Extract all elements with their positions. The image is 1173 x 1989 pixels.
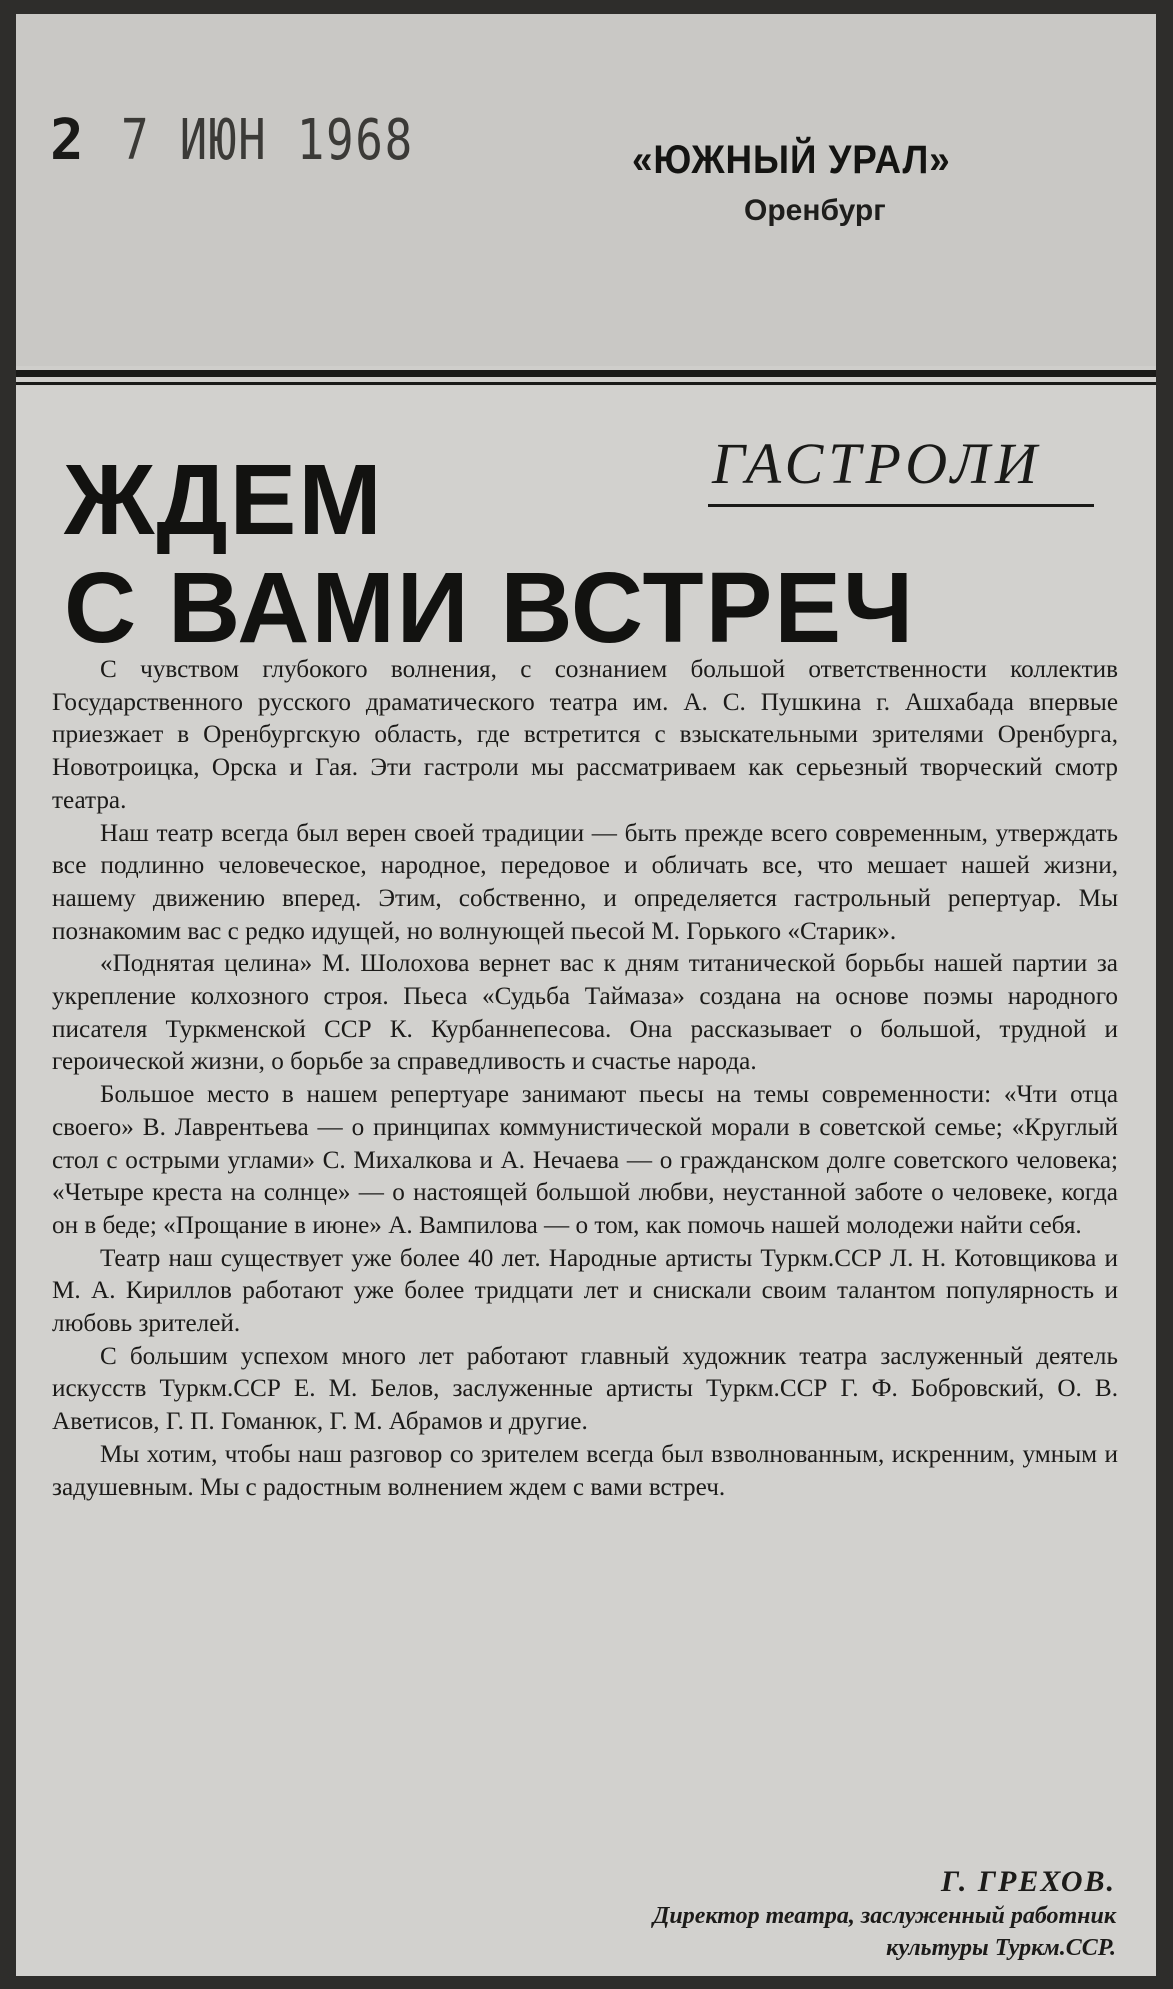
date-stamp-date: 7 ИЮН 1968 <box>121 108 415 173</box>
newspaper-city: Оренбург <box>744 194 886 227</box>
author-role-line-1: Директор театра, заслуженный работник <box>652 1903 1116 1929</box>
divider-rule <box>16 370 1156 377</box>
paragraph: «Поднятая целина» М. Шолохова вернет вас к дням титанической борьбы нашей партии за укрепление колхозного строя. Пьеса «Судьба Таймаза» создана на основе поэмы народного писателя Туркменской ССР К. Курбаннепесова. Она рассказывает о большой, трудной и героической жизни, о борьбе за справедливость и счастье народа. <box>52 950 1118 1076</box>
article-body <box>52 654 1118 1504</box>
paragraph: Театр наш существует уже более 40 лет. Народные артисты Туркм.ССР Л. Н. Котовщикова и М. А. Кириллов работают уже более тридцати лет и снискали своим талантом популярность и любовь зрителей. <box>52 1244 1118 1338</box>
paragraph: Большое место в нашем репертуаре занимают пьесы на темы современности: «Чти отца своего» В. Лаврентьева — о принципах коммунистической морали в советской семье; «Круглый стол с острыми углами» С. Михалкова и А. Нечаева — о гражданском долге советского человека; «Четыре креста на солнце» — о настоящей большой любви, неустанной заботе о человеке, когда он в беде; «Прощание в июне» А. Вампилова — о том, как помочь нашей молодежи найти себя. <box>52 1081 1118 1239</box>
paragraph: Мы хотим, чтобы наш разговор со зрителем всегда был взволнованным, искренним, умным и задушевным. Мы с радостным волнением ждем с вами встреч. <box>52 1440 1118 1501</box>
headline-line-2: С ВАМИ ВСТРЕЧ <box>64 552 916 664</box>
paragraph: С чувством глубокого волнения, с сознанием большой ответственности коллектив Государственного русского драматического театра им. А. С. Пушкина г. Ашхабада впервые приезжает в Оренбургскую область, где встретится с взыскательными зрителями Оренбурга, Новотроицка, Орска и Гая. Эти гастроли мы рассматриваем как серьезный творческий смотр театра. <box>52 656 1118 814</box>
date-stamp-day: 2 <box>50 108 86 173</box>
date-stamp <box>50 108 479 173</box>
headline-line-1: ЖДЕМ <box>64 444 384 556</box>
newspaper-name: «ЮЖНЫЙ УРАЛ» <box>632 138 951 182</box>
rubric-label: ГАСТРОЛИ <box>712 431 1042 496</box>
newspaper-clipping-card <box>16 14 1156 1976</box>
paragraph: Наш театр всегда был верен своей традиции — быть прежде всего современным, утверждать все подлинно человеческое, народное, передовое и обличать все, что мешает нашей жизни, нашему движению вперед. Этим, собственно, и определяется гастрольный репертуар. Мы познакомим вас с редко идущей, но волнующей пьесой М. Горького «Старик». <box>52 819 1118 945</box>
author-role-line-2: культуры Туркм.ССР. <box>886 1935 1116 1961</box>
rubric-underline <box>708 504 1094 507</box>
divider-rule-thin <box>16 382 1156 385</box>
author-name: Г. ГРЕХОВ. <box>941 1865 1116 1898</box>
signature-block <box>653 1864 1116 1964</box>
paragraph: С большим успехом много лет работают главный художник театра заслуженный деятель искусств Туркм.ССР Е. М. Белов, заслуженные артисты Туркм.ССР Г. Ф. Бобровский, О. В. Аветисов, Г. П. Гоманюк, Г. М. Абрамов и другие. <box>52 1342 1118 1436</box>
archive-header <box>16 14 1156 366</box>
article <box>16 386 1156 1976</box>
